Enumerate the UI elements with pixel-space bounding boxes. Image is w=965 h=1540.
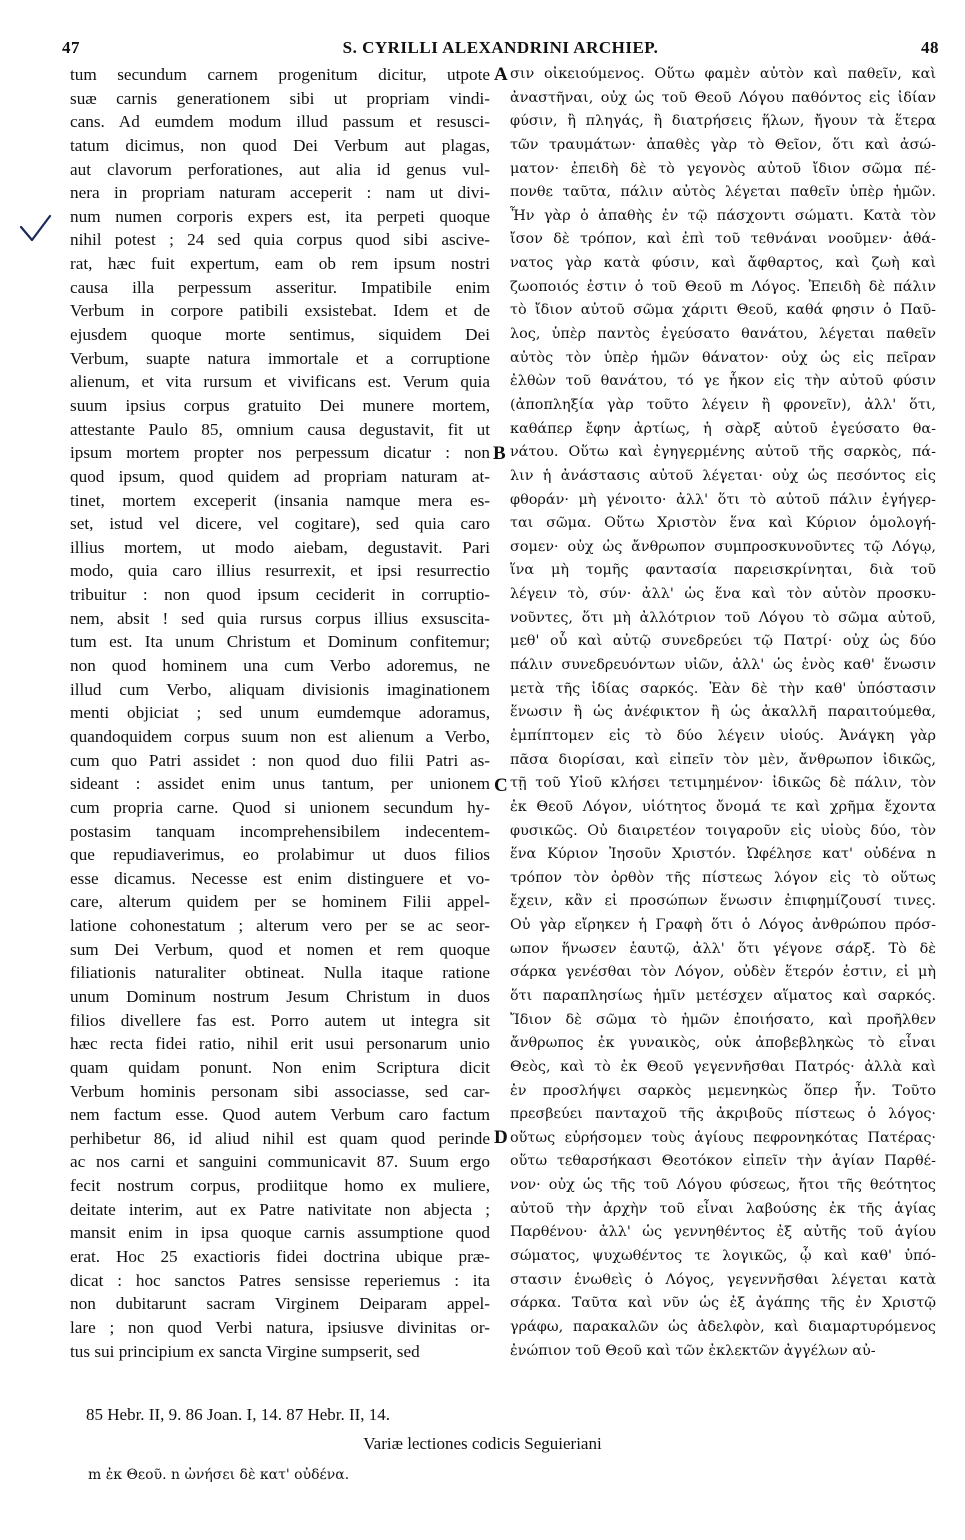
latin-line: ac nos carni et sanguini communicavit 87. Suum ergo (70, 1152, 490, 1172)
greek-line: ἐμπίπτομεν εἰς τὸ δύο λέγειν υἱούς. Ἀνάγκη γὰρ (510, 727, 936, 744)
latin-line: aut clavorum perforationes, aut alia id genus vul- (70, 159, 490, 179)
greek-line: λιν ἡ ἀνάστασις αὐτοῦ λέγεται· οὐχ ὡς πεσόντος εἰς (510, 467, 936, 484)
greek-line: σάρκα γενέσθαι τὸν Λόγον, οὐδὲν ἕτερόν ἐστιν, εἰ μὴ (510, 964, 936, 981)
running-title: S. CYRILLI ALEXANDRINI ARCHIEP. (342, 38, 659, 57)
greek-column (510, 63, 936, 1363)
latin-line: mansit enim in ipsa quoque carnis assumptione quod (70, 1223, 490, 1243)
latin-line: filios divellere fas est. Porro autem ut integra sit (70, 1010, 490, 1030)
greek-line: καθάπερ ἔφην ἀρτίως, ἡ σὰρξ αὐτοῦ ἐγεύσατο θα- (510, 420, 936, 437)
greek-line: ὅτι παραπλησίως ἡμῖν μετέσχεν αἵματος καὶ σαρκός. (510, 987, 936, 1004)
greek-line: φυσικῶς. Οὐ διαιρετέον τοιγαροῦν εἰς υἱοὺς δύο, τὸν (510, 822, 936, 839)
margin-marker-a: A (494, 64, 508, 85)
greek-line: στασιν ἑνωθεὶς ὁ Λόγος, γεγεννῆσθαι λέγεται κατὰ (510, 1271, 936, 1288)
latin-line: nihil potest ; 24 sed quia corpus quod sibi ascive- (70, 230, 490, 250)
latin-line: esse dicamus. Necesse est enim distinguere et vo- (70, 868, 490, 888)
greek-line: σάρκα. Ταῦτα καὶ νῦν ὡς ἐξ ἀγάπης τῆς ἐν Χριστῷ (510, 1295, 936, 1312)
greek-line: (ἀποπληξία γὰρ τοῦτο λέγειν ἢ φρονεῖν), ἀλλ' ὅτι, (510, 396, 936, 413)
latin-line: set, istud vel dicere, vel cogitare), sed quia caro (70, 514, 490, 534)
latin-line: erat. Hoc 25 exactioris fidei doctrina ubique præ- (70, 1247, 490, 1267)
latin-line: tum secundum carnem progenitum dicitur, utpote (70, 65, 490, 84)
greek-line: ἐλθὼν τοῦ θανάτου, τό γε ἧκον εἰς τὴν αὐτοῦ φύσιν (510, 373, 936, 390)
latin-line: nem factum esse. Quod autem Verbum caro factum (70, 1105, 490, 1125)
greek-line: ζωοποιός ἐστιν ὁ τοῦ Θεοῦ m Λόγος. Ἐπειδὴ δὲ πάλιν (510, 278, 936, 295)
greek-line: ἵνα μὴ τομῆς φαντασία παρεισκρίνηται, διὰ τοῦ (510, 562, 936, 579)
footnotes: 85 Hebr. II, 9. 86 Joan. I, 14. 87 Hebr. II, 14. (86, 1405, 391, 1424)
greek-line: νατος γὰρ κατὰ φύσιν, καὶ ἄφθαρτος, καὶ ζωὴ καὶ (510, 255, 936, 272)
greek-line: νάτου. Οὕτω καὶ ἐγηγερμένης αὐτοῦ τῆς σαρκὸς, πά- (510, 444, 936, 461)
latin-line: non dubitarunt sacram Virginem Deiparam appel- (70, 1294, 490, 1314)
greek-line: ἀναστῆναι, οὐχ ὡς τοῦ Θεοῦ Λόγου παθόντος εἰς ἰδίαν (510, 89, 936, 106)
latin-line: suæ carnis generationem sibi ut propriam vindi- (70, 88, 490, 108)
greek-line: ἴσον δὲ τρόπον, καὶ ἐπὶ τοῦ τεθνάναι νοοῦμεν· ἀθά- (510, 231, 936, 248)
latin-line: nera in propriam naturam acceperit : nam ut divi- (70, 183, 490, 203)
latin-line: que repudiaverimus, eo prolabimur ut duos filios (70, 845, 490, 865)
latin-line: sum Dei Verbum, quod et nomen et rem quoque (70, 939, 490, 959)
latin-line: lare ; non quod Verbi natura, ipsiusve divinitas or- (70, 1317, 490, 1337)
greek-line: νοῦντες, ὅτι μὴ ἀλλότριον τοῦ Λόγου τὸ σῶμα αὐτοῦ, (510, 609, 936, 626)
latin-line: quod ipsum, quod quidem ad propriam naturam at- (70, 466, 490, 486)
latin-line: ipsum mortem propter nos perpessum dicatur : non (70, 443, 490, 463)
greek-line: Ἦν γὰρ ὁ ἀπαθὴς ἐν τῷ πάσχοντι σώματι. Κατὰ τὸν (510, 207, 936, 224)
margin-marker-c: C (494, 775, 508, 796)
latin-line: perhibetur 86, id aliud nihil est quam quod perinde (70, 1128, 490, 1148)
greek-line: τῶν τραυμάτων· ἀπαθὲς γὰρ τὸ Θεῖον, ὅτι καὶ ἀσώ- (510, 136, 936, 153)
latin-line: dicat : hoc sanctos Patres sensisse reperiemus : ita (70, 1270, 490, 1290)
margin-marker-d: D (494, 1127, 508, 1148)
greek-line: τῇ τοῦ Υἱοῦ κλήσει τετιμημένον· ἰδικῶς δὲ πάλιν, τὸν (510, 775, 936, 792)
greek-line: οὕτω τεθαρσήκασι Θεοτόκον εἰπεῖν τὴν ἁγίαν Παρθέ- (510, 1153, 936, 1170)
greek-line: φθοράν· μὴ γένοιτο· ἀλλ' ὅτι τὸ αὐτοῦ πάλιν ἐγήγερ- (510, 491, 936, 508)
latin-line: unum Dominum nostrum Jesum Christum in duos (70, 986, 490, 1006)
variant-readings: m ἐκ Θεοῦ. n ὠνήσει δὲ κατ' οὐδένα. (88, 1467, 350, 1483)
latin-line: quandoquidem corpus suum non est alienum a Verbo, (70, 726, 490, 746)
greek-line: πάλιν συνεδρευόντων υἱῶν, ἀλλ' ὡς ἑνὸς καθ' ἕνωσιν (510, 657, 936, 674)
greek-line: λος, ὑπὲρ παντὸς ἐγεύσατο θανάτου, λέγεται παθεῖν (510, 326, 936, 343)
latin-line: Verbum, suapte natura immortale et a corruptione (70, 348, 490, 368)
greek-line: σιν οἰκειούμενος. Οὕτω φαμὲν αὐτὸν καὶ παθεῖν, καὶ (510, 66, 936, 82)
margin-marker-b: B (493, 443, 506, 464)
greek-line: ται σῶμα. Οὕτω Χριστὸν ἕνα καὶ Κύριον ὁμολογή- (510, 515, 936, 532)
latin-line: illius mortem, ut modo aiebam, degustavit. Pari (70, 537, 490, 557)
page-number-right: 48 (921, 38, 939, 57)
greek-line: μετὰ τῆς ἰδίας σαρκός. Ἐὰν δὲ τὴν καθ' ὑπόστασιν (510, 680, 936, 697)
greek-line: ἐν προσλήψει σαρκὸς μεμενηκὼς ὅπερ ἦν. Τοῦτο (510, 1082, 936, 1099)
greek-line: πονθε ταῦτα, πάλιν αὐτὸς λέγεται παθεῖν ὑπὲρ ἡμῶν. (510, 184, 936, 201)
greek-line: ἄνθρωπος ἐκ γυναικὸς, οὐκ ἀποβεβληκὼς τὸ εἶναι (510, 1035, 936, 1052)
greek-line: τὸ ἴδιον αὐτοῦ σῶμα χάριτι Θεοῦ, καθά φησιν ὁ Παῦ- (510, 302, 936, 319)
latin-line: non quod hominem una cum Verbo adoremus, ne (70, 656, 490, 676)
latin-line: menti objiciat ; sed unum eumdemque adoramus, (70, 703, 490, 723)
latin-line: tribuitur : non quod ipsum ceciderit in corruptio- (70, 585, 490, 605)
latin-line: Verbum hominis personam sibi associasse, sed car- (70, 1081, 490, 1101)
greek-line: οὕτως εὑρήσομεν τοὺς ἁγίους πεφρονηκότας Πατέρας· (510, 1129, 936, 1146)
latin-line: fecit nostrum corpus, prodiitque homo ex muliere, (70, 1176, 490, 1196)
greek-line: νον· οὐχ ὡς τῆς τοῦ Λόγου φύσεως, ἤτοι τῆς θεότητος (510, 1177, 936, 1194)
greek-line: Ἴδιον δὲ σῶμα τὸ ἡμῶν ἐποιήσατο, καὶ προῆλθεν (510, 1011, 936, 1028)
greek-line: ματον· ἐπειδὴ δὲ τὸ γεγονὸς αὐτοῦ ἴδιον σῶμα πέ- (510, 160, 936, 177)
latin-line: tatum dicimus, non quod Dei Verbum aut plagas, (70, 135, 490, 155)
variae-heading: Variæ lectiones codicis Seguieriani (363, 1434, 602, 1453)
greek-line: ἕνα Κύριον Ἰησοῦν Χριστόν. Ὠφέλησε κατ' οὐδένα n (510, 846, 936, 863)
latin-line: tum est. Ita unum Christum et Dominum confitemur; (70, 632, 490, 652)
greek-line: ωπον ἥνωσεν ἑαυτῷ, ἀλλ' ὅτι γέγονε σάρξ. Τὸ δὲ (510, 940, 936, 957)
greek-line: τρόπον τὸν ὀρθὸν τῆς πίστεως λόγον εἰς τὸ οὕτως (510, 869, 936, 886)
greek-line: ἐκ Θεοῦ Λόγον, υἱότητος ὄνομά τε καὶ χρῆμα ἔχοντα (510, 798, 936, 815)
latin-line: suum ipsius corpus gratuito Dei munere mortem, (70, 395, 490, 415)
page-number-left: 47 (62, 38, 80, 57)
greek-line: φύσιν, ἢ πληγάς, ἢ διατρήσεις ἥλων, ἤγουν τὰ ἕτερα (510, 113, 936, 130)
greek-line: μεθ' οὗ καὶ αὐτῷ συνεδρεύει τῷ Πατρί· οὐχ ὡς δύο (510, 633, 936, 650)
greek-line: γράφω, παρακαλῶν ὡς ἀδελφὸν, καὶ διαμαρτυρόμενος (510, 1318, 936, 1335)
greek-line: αὐτοῦ τὴν ἀρχὴν τοῦ εἶναι λαβούσης ἐκ τῆς ἁγίας (510, 1200, 936, 1217)
latin-line: care, alterum quidem per se hominem Filii appel- (70, 892, 490, 912)
greek-line: πρεσβεύει πανταχοῦ τῆς ἀκριβοῦς πίστεως ὁ λόγος· (510, 1106, 936, 1123)
latin-line: cans. Ad eumdem modum illud passum et resusci- (70, 112, 490, 132)
latin-line: deitate interim, aut ex Patre nativitate non abjecta ; (70, 1199, 490, 1219)
greek-line: Παρθένου· ἀλλ' ὡς γεννηθέντος ἐξ αὐτῆς τοῦ ἁγίου (510, 1224, 936, 1241)
greek-line: σομεν· οὐχ ὡς ἄνθρωπον συμπροσκυνοῦντες τῷ Λόγῳ, (510, 538, 936, 555)
greek-line: ἕνωσιν ἢ ὡς ἀνέφικτον ἢ ὡς ἀκαλλῆ παραιτούμεθα, (510, 704, 936, 721)
greek-line: πᾶσα διορίσαι, καὶ εἰπεῖν τὸν μὲν, ἄνθρωπον ἰδικῶς, (510, 751, 936, 768)
latin-line: tinet, mortem exceperit (insania namque mera es- (70, 490, 490, 510)
greek-line: λέγειν τὸ, σύν· ἀλλ' ὡς ἕνα καὶ τὸν αὐτὸν προσκυ- (510, 586, 936, 603)
latin-line: alienum, et vita rursum et vivificans est. Verum quia (70, 372, 490, 392)
greek-line: Θεὸς, καὶ τὸ ἐκ Θεοῦ γεγεννῆσθαι Πατρός· ἀλλὰ καὶ (510, 1058, 936, 1075)
latin-line: tus sui principium ex sancta Virgine sumpserit, sed (70, 1341, 420, 1361)
greek-line: Οὐ γὰρ εἴρηκεν ἡ Γραφὴ ὅτι ὁ Λόγος ἀνθρώπου πρόσ- (510, 917, 936, 934)
latin-line: sideant : assidet enim unus tantum, per unionem (70, 774, 490, 794)
latin-line: causa illa perpessum asseritur. Impatibile enim (70, 277, 490, 297)
greek-line: αὐτὸς τὸν ὑπὲρ ἡμῶν θάνατον· οὐχ ὡς εἰς πεῖραν (510, 349, 936, 366)
greek-line: ἐνώπιον τοῦ Θεοῦ καὶ τῶν ἐκλεκτῶν ἀγγέλων αὐ- (510, 1342, 876, 1359)
latin-line: ejusdem quoque morte sentimus, siquidem Dei (70, 325, 490, 345)
latin-line: attestante Paulo 85, omnium causa degustavit, fit ut (70, 419, 490, 439)
latin-line: quam quidam ponunt. Non enim Scriptura dicit (70, 1057, 490, 1077)
latin-line: latione cohonestatum ; alterum vero per se ac seor- (70, 916, 490, 936)
running-header (62, 38, 939, 62)
latin-line: nem, absit ! sed quia rursus corpus illius exsuscita- (70, 608, 490, 628)
latin-line: modo, quia caro illius resurrexit, et ipsi resurrectio (70, 561, 490, 581)
latin-line: filiationis naturaliter obtineat. Nulla itaque ratione (70, 963, 490, 983)
latin-line: rat, hæc fuit expertum, eam ob rem ipsum nostri (70, 254, 490, 274)
latin-line: cum quo Patri assidet : non quod duo filii Patri as- (70, 750, 490, 770)
latin-line: num numen corporis expers est, ita perpeti quoque (70, 206, 490, 226)
latin-line: Verbum in corpore patibili exsistebat. Idem et de (70, 301, 490, 321)
checkmark-annotation (18, 213, 52, 243)
latin-column (70, 63, 490, 1363)
latin-line: hæc recta fidei ratio, nihil erit usui personarum unio (70, 1034, 490, 1054)
latin-line: postasim tanquam incomprehensibilem indecentem- (70, 821, 490, 841)
latin-line: cum propria carne. Quod si unionem secundum hy- (70, 797, 490, 817)
greek-line: ἔχειν, κἂν εἰ προσώπων ἕνωσιν ἐπιφημίζουσί τινες. (510, 893, 936, 910)
latin-line: illud cum Verbo, aliquam divisionis imaginationem (70, 679, 490, 699)
greek-line: σώματος, ψυχωθέντος τε λογικῶς, ᾧ καὶ καθ' ὑπό- (510, 1248, 936, 1265)
